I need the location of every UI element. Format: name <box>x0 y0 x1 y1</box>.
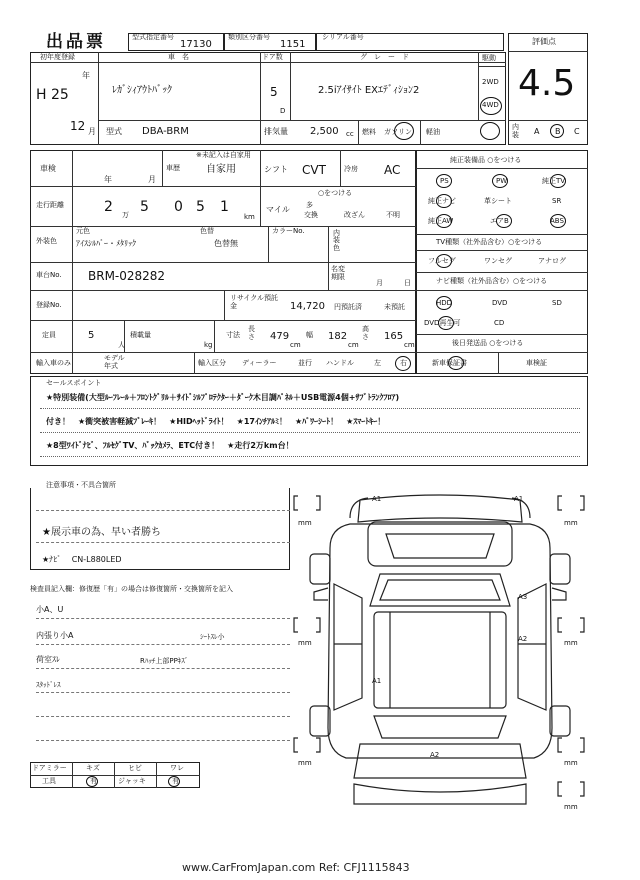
score-value: 4.5 <box>518 63 576 104</box>
use-note: ※未記入は自家用 <box>196 151 251 159</box>
sheet-title: 出品票 <box>46 32 106 52</box>
navi-dvd-play-circle <box>438 316 454 330</box>
color-label: 外装色 <box>36 237 57 245</box>
mileage-km: km <box>244 213 255 221</box>
mm-label-5: mm <box>298 759 312 767</box>
interior-c: C <box>574 127 580 136</box>
serial-label: シリアル番号 <box>322 33 364 41</box>
fuel-diesel-circle <box>480 122 500 140</box>
tv-fullseg: フルセグ <box>428 257 456 265</box>
import-category-label: 輸入区分 <box>198 359 226 367</box>
notes-line-1: ★展示車の為、早い者勝ち <box>42 527 161 538</box>
recycle-unit: 円預託済 <box>334 303 362 311</box>
vehicle-name: ﾚｶﾞｼｨｱｳﾄﾊﾞｯｸ <box>112 85 172 96</box>
mileage-digit-2: 5 <box>140 199 149 215</box>
registration-label: 登録No. <box>36 301 62 309</box>
equip-sr: SR <box>552 197 562 205</box>
damage-mark-roof: A3 <box>518 593 528 601</box>
fuel-gas: ガソリン <box>384 128 412 136</box>
inspector-line-3a: 荷室ｽﾚ <box>36 655 60 664</box>
length: 479 <box>270 331 290 342</box>
legend-tools-circle <box>86 776 98 787</box>
chassis-label: 車台No. <box>36 271 62 279</box>
damage-mark-rear: A2 <box>430 751 440 759</box>
mm-label-3: mm <box>298 639 312 647</box>
import-parallel: 並行 <box>298 359 312 367</box>
fuel-label: 燃料 <box>362 128 376 136</box>
equip-tv-circle <box>550 174 566 188</box>
doors-label: ドア数 <box>262 53 283 61</box>
displacement-label: 排気量 <box>264 127 288 136</box>
displacement: 2,500 <box>310 126 339 137</box>
handle-right: 右 <box>400 359 407 367</box>
height-cm: cm <box>404 341 415 349</box>
model-type: DBA-BRM <box>142 126 189 137</box>
first-reg-label: 初年度登録 <box>40 53 75 61</box>
displacement-unit: cc <box>346 130 354 138</box>
equip-pw: PW <box>496 177 508 185</box>
ac-label: 冷房 <box>344 165 358 173</box>
import-model-year-label: モデル年式 <box>104 354 125 370</box>
shift: CVT <box>302 163 326 177</box>
inspection-label: 車検 <box>40 164 56 173</box>
tv-analog: アナログ <box>538 257 566 265</box>
capacity-label: 定員 <box>42 331 56 339</box>
equip-airbag: エアB <box>490 217 509 225</box>
inspector-label: 検査員記入欄：修復歴「有」の場合は修復箇所・交換箇所を記入 <box>30 585 233 593</box>
equip-leather: 革シート <box>484 197 512 205</box>
navi-dvd-play: DVD再生可 <box>424 319 461 327</box>
navi-hdd: HDD <box>436 299 453 307</box>
recycle-amount: 14,720 <box>290 301 325 312</box>
length-label: 長さ <box>248 325 255 341</box>
navi-title: ナビ種類（社外品含む）○をつける <box>436 277 548 285</box>
grade: 2.5iｱｲｻｲﾄ EXｴﾃﾞｨｼｮﾝ2 <box>318 85 420 96</box>
inspector-line-3b: Rﾊｯﾁ上部PPｷｽﾞ <box>140 657 189 665</box>
orig-color: ｱｲｽｼﾙﾊﾞｰ・ﾒﾀﾘｯｸ <box>76 239 136 248</box>
mileage-opt-unknown: 不明 <box>386 211 400 219</box>
capacity: 5 <box>88 330 95 341</box>
drive-2wd: 2WD <box>482 78 499 86</box>
score-label: 評価点 <box>532 37 556 46</box>
docs-title: 後日発送品 ○をつける <box>452 339 524 347</box>
load-unit: kg <box>204 341 213 349</box>
door-type: D <box>280 107 286 115</box>
recycle-not-deposited: 未預託 <box>384 303 405 311</box>
width-cm: cm <box>348 341 359 349</box>
damage-mark-front: A1 <box>372 495 382 503</box>
import-label: 輸入車のみ <box>36 359 71 367</box>
damage-mark-front-right: A1 <box>514 495 524 503</box>
drive-4wd-circle <box>480 97 502 115</box>
paint: 色替無 <box>214 239 238 248</box>
name-change-day: 日 <box>404 279 411 287</box>
damage-mark-left-side: A1 <box>372 677 382 685</box>
mileage-opt-tamper: 改ざん <box>344 211 365 219</box>
class-no: 1151 <box>280 39 306 50</box>
mileage-opt-many: 多 <box>306 201 313 209</box>
sales-line-1: ★特別装備(大型ﾙｰﾌﾚｰﾙ＋ﾌﾛﾝﾄｸﾞﾘﾙ＋ｻｲﾄﾞｼﾙﾌﾟﾛﾃｸﾀｰ＋ﾀﾞｰｸ木目調ﾊﾟﾈﾙ＋USB電源4個+ｻﾌﾞﾄﾗﾝｸﾌﾛｱ) <box>46 393 400 402</box>
mm-label-1: mm <box>298 519 312 527</box>
legend-h-4: ワレ <box>170 764 184 772</box>
height-label: 高さ <box>362 325 369 341</box>
notes-line-2: ★ﾅﾋﾞ CN-L880LED <box>42 555 122 564</box>
equip-airbag-circle <box>496 214 512 228</box>
legend-h-1: ドアミラー <box>32 764 67 772</box>
sales-label: セールスポイント <box>46 379 102 387</box>
first-reg-month-unit: 月 <box>88 127 96 136</box>
tv-fullseg-circle <box>436 254 452 268</box>
handle-label: ハンドル <box>326 359 354 367</box>
model-no: 17130 <box>180 39 212 50</box>
width: 182 <box>328 331 348 342</box>
interior-a: A <box>534 127 540 136</box>
name-change-label: 名変期限 <box>331 265 345 281</box>
import-dealer: ディーラー <box>242 359 277 367</box>
tv-title: TV種類（社外品含む）○をつける <box>436 238 543 246</box>
meter-label: マイル <box>266 205 290 214</box>
mileage-man: 万 <box>122 211 129 219</box>
damage-mark-right-side: A2 <box>518 635 528 643</box>
mileage-digit-5: 1 <box>220 199 229 215</box>
interior-b-circle <box>550 124 564 138</box>
legend-tools-value: 有 <box>90 777 97 785</box>
navi-cd: CD <box>494 319 505 327</box>
length-cm: cm <box>290 341 301 349</box>
sales-line-3: ★8型ﾜｲﾄﾞﾅﾋﾞ、ﾌﾙｾｸﾞTV、ﾊﾞｯｸｶﾒﾗ、ETC付き！ ★走行2万km台！ <box>46 441 294 450</box>
legend-h-2: キズ <box>86 764 100 772</box>
equip-abs: ABS <box>550 217 564 225</box>
docs-cert: 車検証 <box>526 359 547 367</box>
inspector-line-1a: 小A、U <box>36 605 64 614</box>
recycle-label: リサイクル預託金 <box>230 294 279 311</box>
inside-color-label: 内装色 <box>333 229 340 252</box>
class-no-label: 類別区分番号 <box>228 33 270 41</box>
use: 自家用 <box>206 164 236 175</box>
tv-oneseg: ワンセグ <box>484 257 512 265</box>
width-label: 幅 <box>306 331 313 339</box>
color-no-label: カラーNo. <box>272 227 305 235</box>
interior-b: B <box>555 127 561 136</box>
inspection-year: 年 <box>104 175 112 184</box>
model-type-label: 型式 <box>106 127 122 136</box>
fuel-gas-circle <box>394 122 414 140</box>
vehicle-name-label: 車 名 <box>168 53 189 61</box>
legend-h-3: ヒビ <box>128 764 142 772</box>
docs-warranty: 新車保証書 <box>432 359 467 367</box>
mm-label-7: mm <box>564 803 578 811</box>
handle-left: 左 <box>374 359 381 367</box>
grade-label: グ レ ー ド <box>360 53 409 61</box>
equip-aw: 純正AW <box>428 217 454 225</box>
mileage-label: 走行距離 <box>36 201 64 209</box>
equip-navi-circle <box>436 194 452 208</box>
mm-label-4: mm <box>564 639 578 647</box>
first-reg-month: 12 <box>70 119 86 133</box>
inspector-line-2b: ｼｰﾄｽﾚ小 <box>200 633 225 641</box>
ac: AC <box>384 163 401 177</box>
footer-watermark: www.CarFromJapan.com Ref: CFJ1115843 <box>182 861 410 874</box>
handle-right-circle <box>395 356 411 371</box>
drive-4wd: 4WD <box>482 101 499 109</box>
doors: 5 <box>270 85 278 99</box>
equip-pw-circle <box>492 174 508 188</box>
car-diagram <box>290 488 590 818</box>
mileage-opt-exchange: 交換 <box>304 211 318 219</box>
load-label: 積載量 <box>130 331 151 339</box>
navi-dvd: DVD <box>492 299 508 307</box>
inspector-line-4a: ｽﾀｯﾄﾞﾚｽ <box>36 681 61 689</box>
interior-label: 内装 <box>512 123 519 139</box>
notes-label: 注意事項・不具合箇所 <box>46 481 116 489</box>
legend-tools: 工具 <box>42 777 56 785</box>
legend-jack-value: 有 <box>172 777 179 785</box>
navi-hdd-circle <box>436 296 452 310</box>
equip-tv: 純正TV <box>542 177 566 185</box>
use-label: 車歴 <box>166 164 180 172</box>
mileage-digit-4: 5 <box>196 199 205 215</box>
orig-color-label: 元色 <box>76 227 90 235</box>
equip-ps-circle <box>436 174 452 188</box>
capacity-unit: 人 <box>118 341 125 349</box>
drive-label: 駆動 <box>482 54 496 62</box>
first-reg-era: H 25 <box>36 87 69 103</box>
shift-label: シフト <box>264 165 288 174</box>
equipment-title: 純正装備品 ○をつける <box>450 156 522 164</box>
equip-ps: PS <box>440 177 449 185</box>
navi-sd: SD <box>552 299 562 307</box>
equip-navi: 純正ナビ <box>428 197 456 205</box>
inspector-line-2a: 内張り小A <box>36 631 74 640</box>
chassis-no: BRM-028282 <box>88 269 166 283</box>
model-no-label: 型式指定番号 <box>132 33 174 41</box>
mileage-digit-3: 0 <box>174 199 183 215</box>
sales-line-2: 付き！ ★衝突被害軽減ﾌﾞﾚｰｷ！ ★HIDﾍｯﾄﾞﾗｲﾄ！ ★17ｲﾝﾁｱﾙﾐ！ ★ﾊﾟﾜｰｼｰﾄ！ ★ｽﾏｰﾄｷｰ！ <box>46 417 386 426</box>
mileage-note: ○をつける <box>318 189 353 197</box>
mileage-digit-1: 2 <box>104 199 113 215</box>
fuel-diesel: 軽油 <box>426 128 440 136</box>
equip-aw-circle <box>436 214 452 228</box>
first-reg-year-unit: 年 <box>82 71 90 80</box>
paint-label: 色替 <box>200 227 214 235</box>
dims-label: 寸法 <box>226 331 240 339</box>
legend-jack: ジャッキ <box>118 777 146 785</box>
equip-abs-circle <box>550 214 566 228</box>
height: 165 <box>384 331 404 342</box>
legend-jack-circle <box>168 776 180 787</box>
inspection-month: 月 <box>148 175 156 184</box>
name-change-month: 月 <box>376 279 383 287</box>
docs-warranty-circle <box>448 356 464 370</box>
mm-label-2: mm <box>564 519 578 527</box>
mm-label-6: mm <box>564 759 578 767</box>
